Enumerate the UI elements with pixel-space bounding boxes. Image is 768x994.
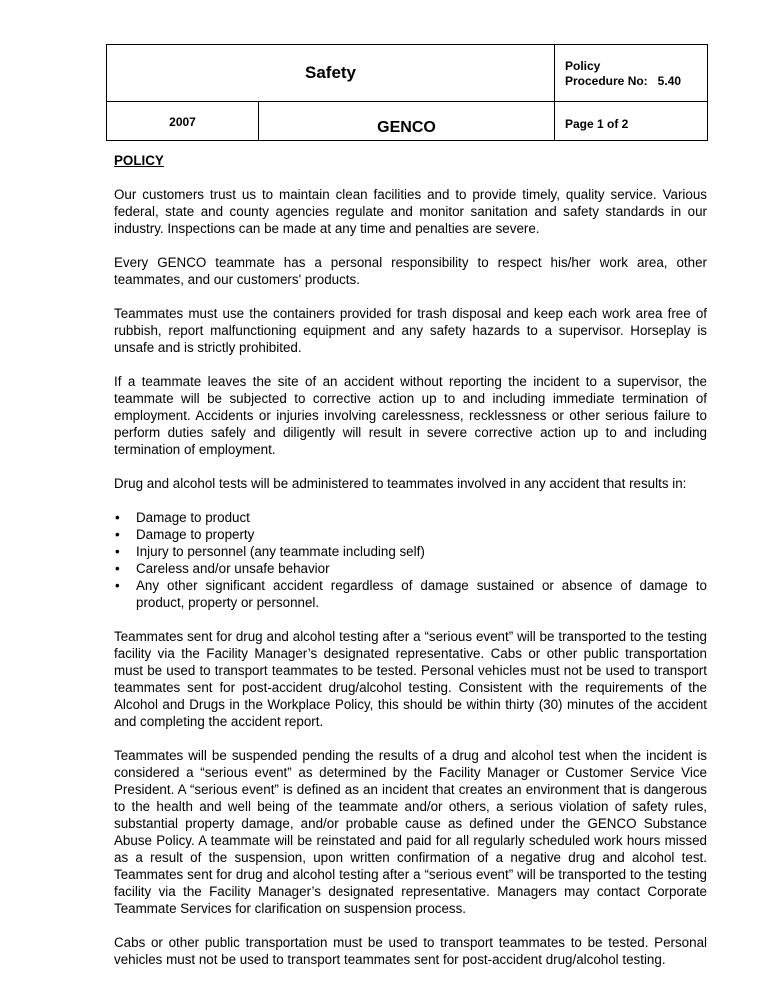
header-divider (107, 101, 707, 102)
page-number: Page 1 of 2 (565, 117, 629, 131)
paragraph: Teammates sent for drug and alcohol testing after a “serious event” will be transported to the testing facility via the Facility Manager’s designated representative. Cabs or other public transportation must be used to transport teammates to be tested. Personal vehicles must not be used to transport teammates sent for post-accident drug/alcohol testing. Consistent with the requirements of the Alcohol and Drugs in the Workplace Policy, this should be within thirty (30) minutes of the accident and completing the accident report. (114, 629, 707, 729)
document-year: 2007 (169, 115, 196, 129)
bullet-icon: • (115, 510, 120, 525)
bullet-icon: • (115, 544, 120, 559)
list-item-text: Damage to property (136, 527, 255, 542)
list-item (114, 526, 707, 543)
list-item-text: Any other significant accident regardless of damage sustained or absence of damage to product, property or personnel. (136, 578, 707, 610)
bullet-icon: • (115, 578, 120, 593)
list-item (114, 560, 707, 577)
list-item (114, 509, 707, 526)
paragraph: Teammates will be suspended pending the results of a drug and alcohol test when the incident is considered a “serious event” as determined by the Facility Manager or Customer Service Vice President. A “serious event” is defined as an incident that creates an environment that is dangerous to the health and well being of the teammate and/or others, a serious violation of safety rules, substantial property damage, and/or probable cause as defined under the GENCO Substance Abuse Policy. A teammate will be reinstated and paid for all regularly scheduled work hours missed as a result of the suspension, upon written confirmation of a negative drug and alcohol test. Teammates sent for drug and alcohol testing after a “serious event” will be transported to the testing facility via the Facility Manager’s designated representative. Managers may contact Corporate Teammate Services for clarification on suspension process. (114, 748, 707, 916)
paragraph: Every GENCO teammate has a personal responsibility to respect his/her work area, other teammates, and our customers' products. (114, 255, 707, 287)
list-item-text: Careless and/or unsafe behavior (136, 561, 330, 576)
list-item-text: Damage to product (136, 510, 250, 525)
document-body (114, 152, 707, 985)
policy-label: Policy (565, 59, 601, 73)
policy-procedure-label (565, 59, 681, 89)
company-name: GENCO (377, 119, 436, 136)
paragraph: Drug and alcohol tests will be administered to teammates involved in any accident that results in: (114, 476, 687, 491)
header-table (106, 44, 708, 141)
paragraph: Teammates must use the containers provided for trash disposal and keep each work area free of rubbish, report malfunctioning equipment and any safety hazards to a supervisor. Horseplay is unsafe and is strictly prohibited. (114, 306, 707, 355)
list-item (114, 577, 707, 611)
section-title: POLICY (114, 153, 164, 168)
document-title: Safety (304, 63, 357, 82)
paragraph: If a teammate leaves the site of an accident without reporting the incident to a supervisor, the teammate will be subjected to corrective action up to and including immediate termination of employment. Accidents or injuries involving carelessness, recklessness or other serious failure to perform duties safely and diligently will result in severe corrective action up to and including termination of employment. (114, 374, 707, 457)
list-item (114, 543, 707, 560)
bullet-icon: • (115, 561, 120, 576)
paragraph: Cabs or other public transportation must be used to transport teammates to be tested. Personal vehicles must not be used to transport teammates sent for post-accident drug/alcohol testing. (114, 935, 707, 967)
bullet-list (114, 509, 707, 611)
header-divider (554, 45, 555, 140)
bullet-icon: • (115, 527, 120, 542)
list-item-text: Injury to personnel (any teammate including self) (136, 544, 425, 559)
paragraph: Our customers trust us to maintain clean facilities and to provide timely, quality service. Various federal, state and county agencies regulate and monitor sanitation and safety standards in our industry. Inspections can be made at any time and penalties are severe. (114, 187, 707, 236)
procedure-number: Procedure No: 5.40 (565, 74, 682, 88)
